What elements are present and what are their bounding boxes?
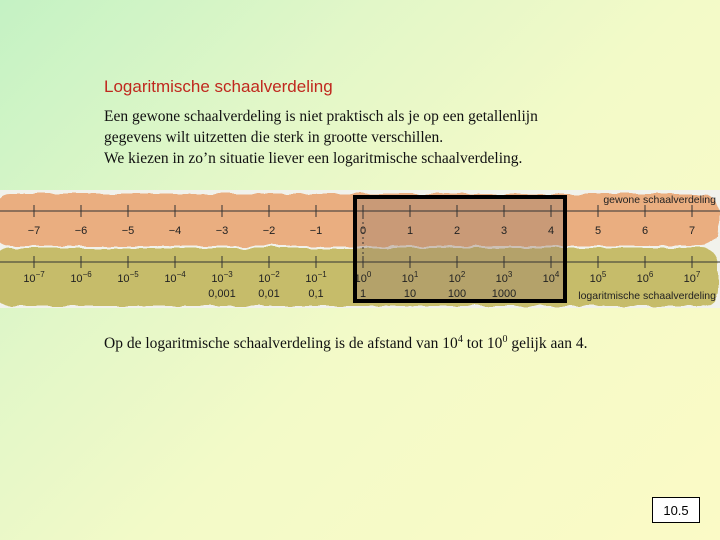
log-tick-exponent: −4 — [176, 270, 186, 279]
log-tick-label: $10^{-1}$ — [305, 270, 327, 285]
highlight-region — [355, 197, 565, 301]
linear-tick-label: −3 — [215, 225, 229, 237]
linear-scale-label: gewone schaalverdeling — [603, 194, 716, 206]
linear-tick-label: −5 — [121, 225, 135, 237]
log-decimal-label: 10 — [403, 288, 417, 300]
log-tick-label: $10^{-7}$ — [23, 270, 45, 285]
log-tick-exponent: −3 — [223, 270, 233, 279]
conclusion-part: tot 10 — [462, 335, 503, 353]
log-tick-label: $10^5$ — [589, 270, 607, 285]
log-tick-label: $10^{-5}$ — [117, 270, 139, 285]
log-tick-exponent: 5 — [601, 270, 607, 279]
log-tick-exponent: 4 — [554, 270, 560, 279]
linear-tick-label: −1 — [309, 225, 323, 237]
slide-title: Logaritmische schaalverdeling — [104, 77, 333, 96]
log-tick-exponent: 1 — [413, 270, 419, 279]
log-tick-exponent: −7 — [35, 270, 45, 279]
log-tick-label: $10^{-6}$ — [70, 270, 92, 285]
intro-line: gegevens wilt uitzetten die sterk in grootte verschillen. — [104, 129, 444, 146]
linear-tick-label: 2 — [453, 225, 461, 237]
conclusion-part: Op de logaritmische schaalverdeling is de afstand van 10 — [104, 335, 458, 353]
linear-tick-label: 5 — [594, 225, 602, 237]
log-tick-exponent: 0 — [366, 270, 372, 279]
log-scale-label: logaritmische schaalverdeling — [578, 290, 716, 302]
linear-tick-label: 1 — [406, 225, 414, 237]
log-tick-label: $10^6$ — [636, 270, 654, 285]
scale-comparison-svg — [0, 190, 720, 308]
slide-number: 10.5 — [652, 497, 700, 523]
linear-tick-label: 6 — [641, 225, 649, 237]
log-decimal-label: 0,001 — [208, 288, 236, 300]
linear-tick-label: 7 — [688, 225, 696, 237]
conclusion-exponent: 0 — [502, 334, 508, 345]
log-tick-exponent: 7 — [695, 270, 701, 279]
log-decimal-label: 100 — [447, 288, 467, 300]
log-tick-label: $10^1$ — [401, 270, 419, 285]
log-decimal-label: 1 — [359, 288, 367, 300]
log-tick-exponent: −5 — [129, 270, 139, 279]
conclusion-part: gelijk aan 4. — [507, 335, 588, 353]
log-tick-exponent: −2 — [270, 270, 280, 279]
log-tick-label: $10^{-3}$ — [211, 270, 233, 285]
log-decimal-label: 0,01 — [258, 288, 280, 300]
log-tick-label: $10^7$ — [683, 270, 701, 285]
log-tick-exponent: 6 — [648, 270, 654, 279]
log-tick-exponent: −1 — [317, 270, 327, 279]
log-decimal-label: 1000 — [491, 288, 517, 300]
log-tick-label: $10^{-2}$ — [258, 270, 280, 285]
log-tick-label: $10^2$ — [448, 270, 466, 285]
intro-text — [104, 106, 664, 169]
conclusion-text — [104, 334, 588, 353]
linear-tick-label: −4 — [168, 225, 182, 237]
intro-line: We kiezen in zo’n situatie liever een logaritmische schaalverdeling. — [104, 150, 523, 167]
log-tick-exponent: −6 — [82, 270, 92, 279]
scale-comparison-figure — [0, 190, 720, 308]
linear-tick-label: 0 — [359, 225, 367, 237]
conclusion-exponent: 4 — [457, 334, 463, 345]
linear-tick-label: 3 — [500, 225, 508, 237]
log-decimal-label: 0,1 — [308, 288, 324, 300]
intro-line: Een gewone schaalverdeling is niet praktisch als je op een getallenlijn — [104, 108, 538, 125]
linear-tick-label: −7 — [27, 225, 41, 237]
linear-tick-label: −2 — [262, 225, 276, 237]
log-tick-label: $10^0$ — [354, 270, 372, 285]
log-tick-label: $10^{-4}$ — [164, 270, 186, 285]
linear-tick-label: −6 — [74, 225, 88, 237]
log-tick-exponent: 2 — [460, 270, 466, 279]
linear-tick-label: 4 — [547, 225, 555, 237]
log-tick-label: $10^3$ — [495, 270, 513, 285]
log-tick-label: $10^4$ — [542, 270, 560, 285]
log-tick-exponent: 3 — [507, 270, 513, 279]
